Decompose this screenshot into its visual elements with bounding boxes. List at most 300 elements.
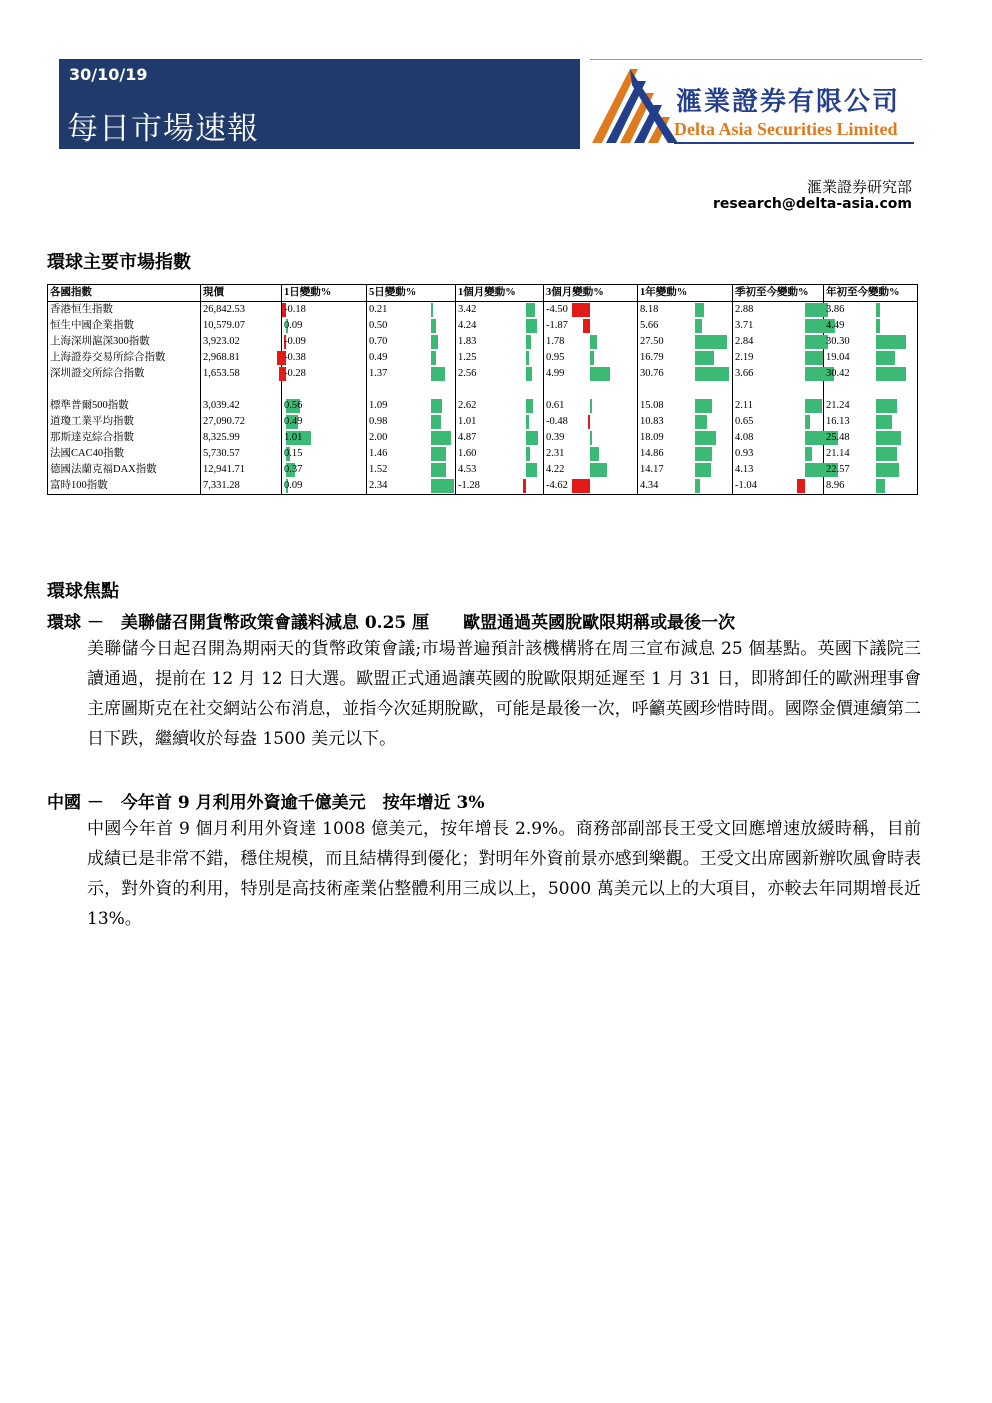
value-cell <box>824 350 918 366</box>
value-cell <box>638 478 733 495</box>
column-header: 1個月變動% <box>456 285 544 302</box>
news-headline: 環球 － 美聯儲召開貨幣政策會議料減息 0.25 厘 歐盟通過英國脫歐限期稱或最後一次 <box>47 613 736 633</box>
company-logo <box>590 59 922 149</box>
header-banner <box>59 59 580 149</box>
value-cell <box>201 446 282 462</box>
value-text: 7,331.28 <box>203 480 240 491</box>
value-text: 0.65 <box>735 416 754 427</box>
change-bar <box>876 351 895 365</box>
value-text: 1.46 <box>369 448 388 459</box>
value-cell <box>733 478 824 495</box>
value-cell <box>638 350 733 366</box>
value-text: -1.28 <box>458 480 480 491</box>
value-cell <box>367 398 456 414</box>
table-row <box>48 302 918 319</box>
index-name: 德國法蘭克福DAX指數 <box>50 464 157 475</box>
value-cell <box>367 478 456 495</box>
change-bar <box>526 367 532 381</box>
value-cell <box>456 414 544 430</box>
index-name-cell <box>48 350 201 366</box>
change-bar <box>431 463 446 477</box>
value-text: 0.37 <box>284 464 303 475</box>
value-cell <box>824 446 918 462</box>
value-text: 3.42 <box>458 304 477 315</box>
value-text: 4.99 <box>546 368 565 379</box>
change-bar <box>797 479 805 493</box>
value-cell <box>282 318 367 334</box>
column-header: 1年變動% <box>638 285 733 302</box>
value-cell <box>638 366 733 382</box>
table-row <box>48 446 918 462</box>
change-bar <box>526 335 531 349</box>
change-bar <box>590 351 594 365</box>
column-header: 季初至今變動% <box>733 285 824 302</box>
value-cell <box>456 302 544 319</box>
value-text: 2.11 <box>735 400 753 411</box>
index-name: 那斯達克綜合指數 <box>50 432 134 443</box>
value-text: -1.04 <box>735 480 757 491</box>
change-bar <box>431 431 451 445</box>
value-text: 16.79 <box>640 352 664 363</box>
index-name: 標準普爾500指數 <box>50 400 129 411</box>
logo-mark-icon <box>592 63 678 149</box>
value-cell <box>282 382 367 398</box>
value-cell <box>456 430 544 446</box>
value-text: -0.18 <box>284 304 306 315</box>
value-text: 4.53 <box>458 464 477 475</box>
table-row <box>48 414 918 430</box>
change-bar <box>590 367 610 381</box>
index-name-cell <box>48 446 201 462</box>
value-text: -4.50 <box>546 304 568 315</box>
value-text: 1.01 <box>284 432 303 443</box>
change-bar <box>431 335 438 349</box>
value-cell <box>638 446 733 462</box>
value-text: 0.09 <box>284 480 303 491</box>
value-text: 0.50 <box>369 320 388 331</box>
table-row <box>48 334 918 350</box>
value-text: 2.34 <box>369 480 388 491</box>
report-date: 30/10/19 <box>69 65 148 84</box>
value-cell <box>456 382 544 398</box>
market-index-table <box>47 284 918 495</box>
change-bar <box>431 479 454 493</box>
change-bar <box>805 351 823 365</box>
value-cell <box>282 462 367 478</box>
value-text: 2.84 <box>735 336 754 347</box>
column-header: 3個月變動% <box>544 285 638 302</box>
change-bar <box>572 479 590 493</box>
value-text: 0.95 <box>546 352 565 363</box>
value-text: -0.09 <box>284 336 306 347</box>
value-cell <box>282 334 367 350</box>
change-bar <box>523 479 526 493</box>
value-text: 4.08 <box>735 432 754 443</box>
value-cell <box>456 398 544 414</box>
value-cell <box>367 366 456 382</box>
index-name: 富時100指數 <box>50 480 108 491</box>
value-text: 2.00 <box>369 432 388 443</box>
value-text: 2.56 <box>458 368 477 379</box>
value-cell <box>544 318 638 334</box>
value-cell <box>201 462 282 478</box>
value-cell <box>456 446 544 462</box>
value-cell <box>367 350 456 366</box>
value-cell <box>367 462 456 478</box>
change-bar <box>695 367 729 381</box>
change-bar <box>876 415 892 429</box>
value-cell <box>824 302 918 319</box>
value-cell <box>201 334 282 350</box>
value-cell <box>456 478 544 495</box>
change-bar <box>590 447 599 461</box>
value-text: 1.01 <box>458 416 477 427</box>
change-bar <box>526 431 538 445</box>
value-text: 12,941.71 <box>203 464 245 475</box>
index-name-cell <box>48 414 201 430</box>
value-text: 1,653.58 <box>203 368 240 379</box>
value-cell <box>544 478 638 495</box>
value-text: 1.78 <box>546 336 565 347</box>
research-department: 滙業證券研究部 <box>806 178 912 196</box>
column-header: 現價 <box>201 285 282 302</box>
change-bar <box>695 463 711 477</box>
value-cell <box>544 334 638 350</box>
value-cell <box>733 398 824 414</box>
value-cell <box>733 334 824 350</box>
change-bar <box>590 399 592 413</box>
change-bar <box>876 431 901 445</box>
value-cell <box>367 334 456 350</box>
table-row <box>48 462 918 478</box>
table-row <box>48 382 918 398</box>
index-name-cell <box>48 398 201 414</box>
table-header-row <box>48 285 918 302</box>
company-name-en: Delta Asia Securities Limited <box>674 119 898 139</box>
table-row <box>48 350 918 366</box>
change-bar <box>431 303 433 317</box>
index-name: 道瓊工業平均指數 <box>50 416 134 427</box>
value-cell <box>282 366 367 382</box>
value-text: 2.62 <box>458 400 477 411</box>
value-text: 26,842.53 <box>203 304 245 315</box>
change-bar <box>590 335 597 349</box>
table-row <box>48 398 918 414</box>
company-name-zh: 滙業證券有限公司 <box>676 87 901 117</box>
change-bar <box>695 399 712 413</box>
value-text: 0.49 <box>369 352 388 363</box>
value-cell <box>733 366 824 382</box>
value-cell <box>456 318 544 334</box>
column-header: 年初至今變動% <box>824 285 918 302</box>
value-text: 10,579.07 <box>203 320 245 331</box>
index-name-cell <box>48 318 201 334</box>
value-cell <box>456 334 544 350</box>
value-cell <box>367 382 456 398</box>
value-cell <box>544 462 638 478</box>
news-body: 中國今年首 9 個月利用外資達 1008 億美元，按年增長 2.9%。商務部副部長王受文回應增速放緩時稱，目前成績已是非常不錯，穩住規模，而且結構得到優化；對明年外資前景亦感到樂觀。王受文出席國新辦吹風會時表示，對外資的利用，特別是高技術產業佔整體利用三成以上，5000 萬美元以上的大項目，亦較去年同期增長近 13%。 <box>87 819 921 929</box>
value-cell <box>544 382 638 398</box>
column-header: 5日變動% <box>367 285 456 302</box>
value-cell <box>544 350 638 366</box>
change-bar <box>876 319 880 333</box>
value-text: 4.24 <box>458 320 477 331</box>
value-cell <box>456 350 544 366</box>
value-text: 2.19 <box>735 352 754 363</box>
value-text: 0.49 <box>284 416 303 427</box>
report-title: 每日市場速報 <box>67 111 259 147</box>
table-row <box>48 318 918 334</box>
value-text: 8.18 <box>640 304 659 315</box>
value-cell <box>282 414 367 430</box>
value-text: 18.09 <box>640 432 664 443</box>
value-text: 2.31 <box>546 448 565 459</box>
change-bar <box>695 479 700 493</box>
value-text: 10.83 <box>640 416 664 427</box>
change-bar <box>431 351 436 365</box>
value-cell <box>824 478 918 495</box>
change-bar <box>805 415 810 429</box>
index-name: 深圳證交所綜合指數 <box>50 368 145 379</box>
value-text: 22.57 <box>826 464 850 475</box>
index-name-cell <box>48 430 201 446</box>
value-text: 3,923.02 <box>203 336 240 347</box>
value-cell <box>367 446 456 462</box>
value-text: 0.61 <box>546 400 565 411</box>
value-cell <box>824 382 918 398</box>
change-bar <box>572 303 590 317</box>
change-bar <box>590 463 607 477</box>
value-cell <box>201 430 282 446</box>
value-cell <box>638 398 733 414</box>
value-cell <box>201 318 282 334</box>
change-bar <box>876 479 885 493</box>
index-name-cell <box>48 302 201 319</box>
index-name: 上海深圳滬深300指數 <box>50 336 150 347</box>
value-cell <box>824 334 918 350</box>
value-cell <box>201 350 282 366</box>
value-text: 21.24 <box>826 400 850 411</box>
value-text: 0.70 <box>369 336 388 347</box>
value-cell <box>201 382 282 398</box>
value-text: 0.98 <box>369 416 388 427</box>
value-text: -0.48 <box>546 416 568 427</box>
value-cell <box>824 430 918 446</box>
value-cell <box>638 462 733 478</box>
value-text: 0.93 <box>735 448 754 459</box>
value-text: 16.13 <box>826 416 850 427</box>
value-cell <box>638 414 733 430</box>
change-bar <box>526 415 529 429</box>
value-text: 27,090.72 <box>203 416 245 427</box>
value-text: 0.56 <box>284 400 303 411</box>
change-bar <box>526 319 537 333</box>
market-section-title: 環球主要市場指數 <box>47 252 191 273</box>
value-cell <box>638 302 733 319</box>
value-cell <box>367 414 456 430</box>
value-cell <box>824 366 918 382</box>
change-bar <box>590 431 592 445</box>
change-bar <box>526 447 530 461</box>
value-cell <box>282 302 367 319</box>
contact-email[interactable]: research@delta-asia.com <box>713 196 912 212</box>
value-cell <box>544 414 638 430</box>
value-cell <box>638 430 733 446</box>
value-text: 4.49 <box>826 320 845 331</box>
value-cell <box>544 430 638 446</box>
value-cell <box>544 366 638 382</box>
value-text: 0.09 <box>284 320 303 331</box>
table-row <box>48 478 918 495</box>
news-headline: 中國 － 今年首 9 月利用外資逾千億美元 按年增近 3% <box>47 793 485 813</box>
value-text: 1.60 <box>458 448 477 459</box>
value-cell <box>733 318 824 334</box>
change-bar <box>583 319 590 333</box>
value-text: 3,039.42 <box>203 400 240 411</box>
change-bar <box>876 447 897 461</box>
value-text: 30.76 <box>640 368 664 379</box>
value-cell <box>282 446 367 462</box>
value-cell <box>733 414 824 430</box>
value-text: 14.17 <box>640 464 664 475</box>
value-cell <box>201 398 282 414</box>
value-text: 3.66 <box>735 368 754 379</box>
value-text: 2.88 <box>735 304 754 315</box>
value-cell <box>367 318 456 334</box>
change-bar <box>526 463 537 477</box>
change-bar <box>526 303 535 317</box>
change-bar <box>526 399 533 413</box>
value-cell <box>282 430 367 446</box>
value-text: 5,730.57 <box>203 448 240 459</box>
value-cell <box>733 382 824 398</box>
value-cell <box>638 318 733 334</box>
value-cell <box>282 478 367 495</box>
value-text: 8,325.99 <box>203 432 240 443</box>
value-cell <box>824 462 918 478</box>
change-bar <box>876 367 906 381</box>
value-cell <box>544 302 638 319</box>
change-bar <box>431 447 446 461</box>
value-cell <box>733 350 824 366</box>
value-cell <box>544 446 638 462</box>
change-bar <box>876 399 897 413</box>
change-bar <box>695 303 704 317</box>
value-cell <box>282 398 367 414</box>
table-row <box>48 430 918 446</box>
index-name-cell <box>48 462 201 478</box>
value-cell <box>367 302 456 319</box>
value-text: 0.39 <box>546 432 565 443</box>
value-text: 4.22 <box>546 464 565 475</box>
value-cell <box>456 366 544 382</box>
value-cell <box>733 302 824 319</box>
value-cell <box>824 398 918 414</box>
value-text: 3.71 <box>735 320 754 331</box>
change-bar <box>695 415 707 429</box>
index-name: 上海證券交易所綜合指數 <box>50 352 166 363</box>
value-cell <box>201 366 282 382</box>
value-cell <box>824 318 918 334</box>
value-text: -0.28 <box>284 368 306 379</box>
value-cell <box>201 302 282 319</box>
change-bar <box>695 431 716 445</box>
value-cell <box>638 334 733 350</box>
value-cell <box>456 462 544 478</box>
value-text: 4.87 <box>458 432 477 443</box>
value-text: 1.37 <box>369 368 388 379</box>
table-row <box>48 366 918 382</box>
change-bar <box>526 351 529 365</box>
change-bar <box>588 415 590 429</box>
value-cell <box>282 350 367 366</box>
change-bar <box>876 463 899 477</box>
change-bar <box>431 319 436 333</box>
value-text: 4.34 <box>640 480 659 491</box>
value-text: 3.86 <box>826 304 845 315</box>
index-name-cell <box>48 382 201 398</box>
value-text: 21.14 <box>826 448 850 459</box>
value-text: 25.48 <box>826 432 850 443</box>
value-text: 2,968.81 <box>203 352 240 363</box>
value-cell <box>733 430 824 446</box>
value-text: 0.15 <box>284 448 303 459</box>
value-text: 19.04 <box>826 352 850 363</box>
value-text: 5.66 <box>640 320 659 331</box>
value-cell <box>201 478 282 495</box>
value-text: -1.87 <box>546 320 568 331</box>
focus-section-title: 環球焦點 <box>47 581 119 602</box>
index-name-cell <box>48 334 201 350</box>
value-text: -0.38 <box>284 352 306 363</box>
value-text: 30.42 <box>826 368 850 379</box>
value-text: -4.62 <box>546 480 568 491</box>
value-text: 27.50 <box>640 336 664 347</box>
value-text: 30.30 <box>826 336 850 347</box>
change-bar <box>876 335 906 349</box>
column-header: 1日變動% <box>282 285 367 302</box>
value-text: 15.08 <box>640 400 664 411</box>
value-cell <box>201 414 282 430</box>
value-cell <box>638 382 733 398</box>
change-bar <box>695 335 727 349</box>
value-cell <box>367 430 456 446</box>
index-name: 恒生中國企業指數 <box>50 320 134 331</box>
index-name-cell <box>48 478 201 495</box>
value-cell <box>544 398 638 414</box>
change-bar <box>431 415 441 429</box>
value-text: 0.21 <box>369 304 388 315</box>
index-name: 香港恒生指數 <box>50 304 113 315</box>
change-bar <box>805 447 812 461</box>
value-text: 1.25 <box>458 352 477 363</box>
value-text: 8.96 <box>826 480 845 491</box>
index-name-cell <box>48 366 201 382</box>
change-bar <box>695 351 714 365</box>
change-bar <box>876 303 880 317</box>
change-bar <box>695 319 702 333</box>
value-cell <box>733 446 824 462</box>
value-text: 1.09 <box>369 400 388 411</box>
value-text: 1.52 <box>369 464 388 475</box>
index-name: 法國CAC40指數 <box>50 448 125 459</box>
value-text: 1.83 <box>458 336 477 347</box>
value-cell <box>824 414 918 430</box>
value-text: 4.13 <box>735 464 754 475</box>
column-header: 各國指數 <box>48 285 201 302</box>
value-text: 14.86 <box>640 448 664 459</box>
change-bar <box>431 399 442 413</box>
